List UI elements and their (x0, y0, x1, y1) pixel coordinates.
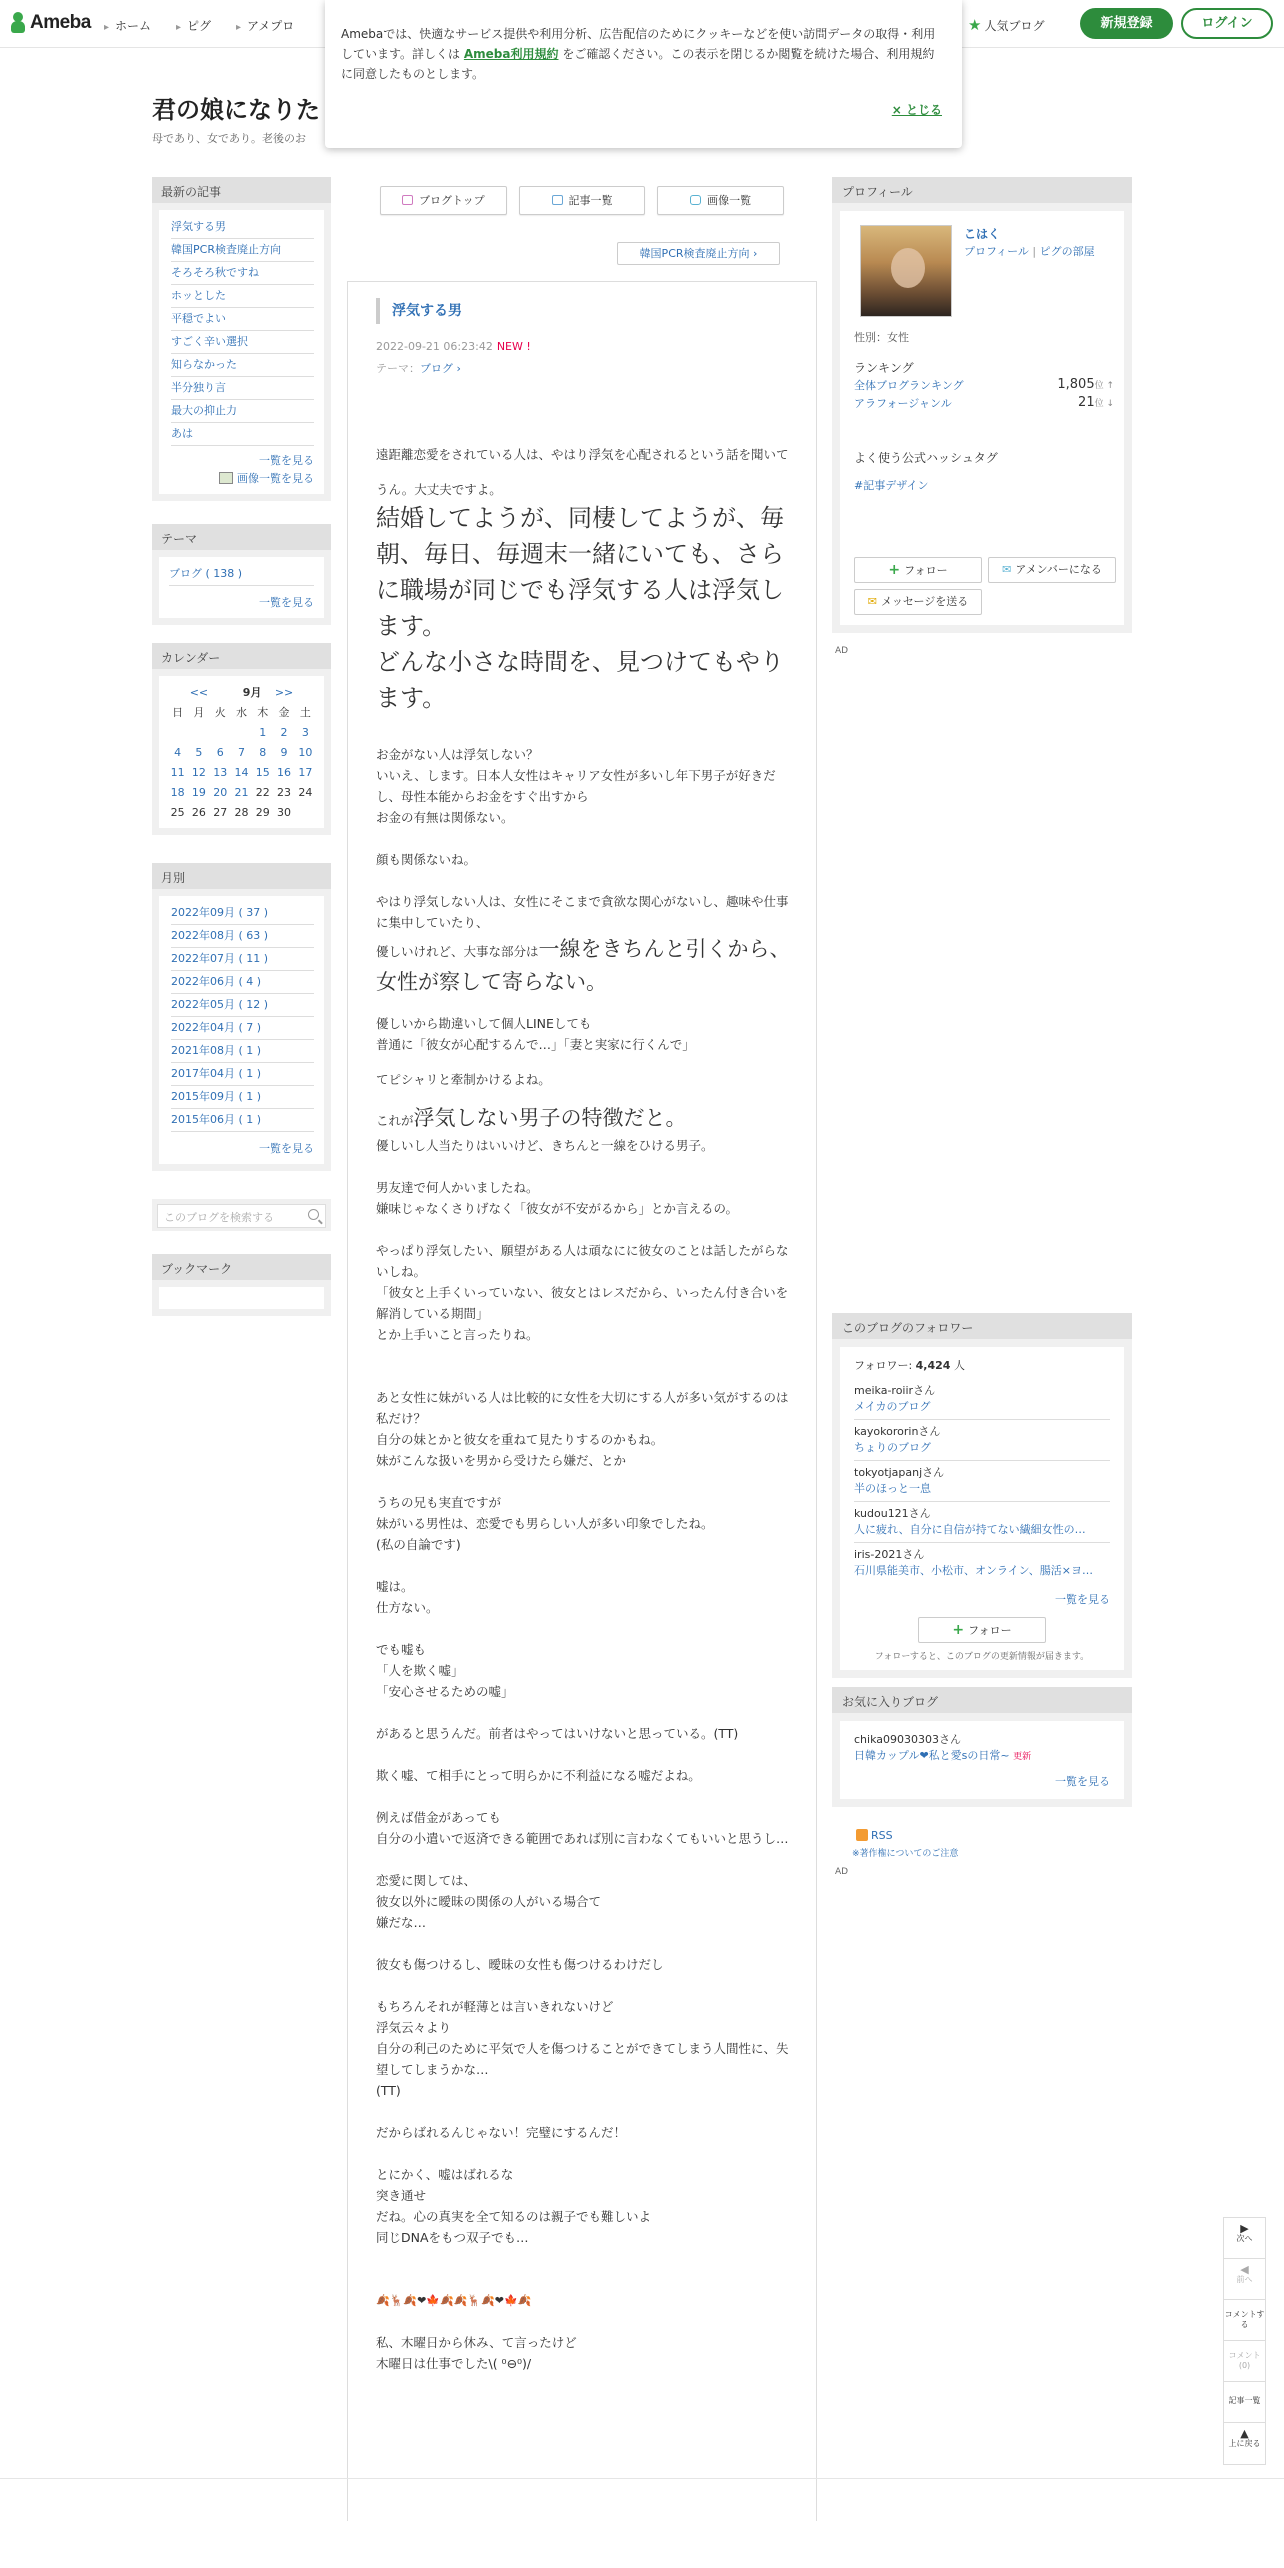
followers-more-link[interactable]: 一覧を見る (1055, 1593, 1110, 1606)
list-item: meika-roiirさん メイカのブログ (854, 1379, 1110, 1420)
image-list-link[interactable]: 画像一覧を見る (237, 472, 314, 485)
copyright-note-link[interactable]: ※著作権についてのご注意 (852, 1849, 959, 1859)
nav-amepro[interactable]: ▸ アメプロ (236, 17, 294, 34)
recent-more-link[interactable]: 一覧を見る (259, 454, 314, 467)
amember-icon: ✉ (1002, 563, 1012, 576)
list-item: 2022年08月 ( 63 ) (171, 925, 314, 948)
calendar-week: 25 26 27 28 29 30 (170, 805, 292, 819)
monthly-archive-box (152, 863, 331, 1171)
comment-count[interactable]: コメント(0) (1224, 2341, 1265, 2382)
list-item: あは (171, 423, 314, 446)
rss-link[interactable]: RSS (856, 1829, 893, 1842)
calendar-week: 18 19 20 21 22 23 24 (170, 785, 313, 799)
list-item: 浮気する男 (171, 216, 314, 239)
message-button[interactable]: ✉ メッセージを送る (854, 589, 982, 615)
list-item: iris-2021さん 石川県能美市、小松市、オンライン、腸活×ヨ… (854, 1548, 1094, 1577)
theme-more-link[interactable]: 一覧を見る (259, 596, 314, 609)
list-item: 2022年06月 ( 4 ) (171, 971, 314, 994)
calendar-prev[interactable]: << (189, 685, 209, 699)
calendar-week: 4 5 6 7 8 9 10 (174, 745, 313, 759)
list-item: ホッとした (171, 285, 314, 308)
favorites-box (832, 1687, 1132, 1807)
pigg-room-link[interactable]: ピグの部屋 (1039, 245, 1095, 258)
theme-heading: テーマ (152, 524, 331, 550)
favorites-more-link[interactable]: 一覧を見る (1055, 1775, 1110, 1788)
list-item: 2022年05月 ( 12 ) (171, 994, 314, 1017)
emoji-decoration: 🍂🦌🍂❤🍁🍂🍂🦌🍂❤🍁🍂 (376, 2294, 532, 2307)
list-item: 2015年06月 ( 1 ) (171, 1109, 314, 1132)
blog-search-input[interactable]: このブログを検索する (157, 1204, 326, 1228)
calendar-week: 11 12 13 14 15 16 17 (170, 765, 313, 779)
play-icon: ▶ (1240, 2222, 1249, 2235)
floating-nav (1223, 2217, 1266, 2465)
terms-link[interactable]: Ameba利用規約 (463, 47, 559, 61)
theme-item-blog[interactable]: ブログ ( 138 ) (169, 567, 243, 580)
bookmark-heading: ブックマーク (152, 1254, 331, 1280)
ad-label: AD (835, 646, 849, 656)
calendar-heading: カレンダー (152, 643, 331, 669)
list-item: 2021年08月 ( 1 ) (171, 1040, 314, 1063)
ranking-heading: ランキング (854, 361, 914, 375)
chevron-right-icon: › (753, 247, 758, 260)
comment-button[interactable]: コメントする (1224, 2300, 1265, 2341)
amember-button[interactable]: ✉ アメンバーになる (988, 557, 1116, 583)
updated-badge: 更新 (1013, 1752, 1032, 1762)
popular-blog-link[interactable]: ★ 人気ブログ (968, 16, 1045, 34)
list-item: 2015年09月 ( 1 ) (171, 1086, 314, 1109)
monthly-more-link[interactable]: 一覧を見る (259, 1142, 314, 1155)
list-item: すごく辛い選択 (171, 331, 314, 354)
favorites-heading: お気に入りブログ (832, 1687, 1132, 1713)
list-item: 2017年04月 ( 1 ) (171, 1063, 314, 1086)
list-item: そろそろ秋ですね (171, 262, 314, 285)
article-theme: テーマ：ブログ › (376, 362, 461, 375)
profile-box: プロフィール こはく プロフィール | ピグの部屋 性別：女性 ランキング 全体ブログランキング 1,805位 ↑ アラフォージャンル 21位 ↓ よく使う公式ハッシュタグ #記事デザイン + フォロー ✉ アメンバーになる ✉ メッセージを送る (832, 177, 1132, 633)
prev-entry-button[interactable]: 韓国PCR検査廃止方向 › (617, 242, 780, 265)
article-title[interactable]: 浮気する男 (376, 298, 462, 324)
follow-button-2[interactable]: + フォロー (918, 1617, 1046, 1643)
list-item: 半分独り言 (171, 377, 314, 400)
next-button[interactable]: ▶ 次へ (1224, 2218, 1265, 2259)
avatar[interactable] (860, 225, 952, 317)
list-item: kayokororinさん ちょりのブログ (854, 1420, 1110, 1461)
tab-blog-top[interactable]: ブログトップ (380, 186, 507, 215)
blog-icon (402, 195, 413, 205)
ameba-mark-icon (10, 12, 26, 34)
article-theme-link[interactable]: ブログ (420, 362, 453, 375)
calendar-next[interactable]: >> (274, 685, 294, 699)
calendar-box (152, 643, 331, 835)
fav-user: chika09030303さん (854, 1733, 961, 1746)
back-icon: ◀ (1240, 2263, 1249, 2276)
list-icon (552, 195, 563, 205)
gender: 性別：女性 (854, 331, 909, 344)
ranking-genre: アラフォージャンル 21位 ↓ (854, 395, 1114, 410)
list-item: 平穏でよい (171, 308, 314, 331)
footer-divider (0, 2478, 1284, 2479)
hashtag-heading: よく使う公式ハッシュタグ (854, 451, 998, 465)
image-icon (219, 472, 233, 484)
article-body: 遠距離恋愛をされている人は、やはり浮気を心配されるという話を聞いて うん。大丈夫ですよ。 結婚してようが、同棲してようが、毎朝、毎日、毎週末一緒にいても、さらに職場が同じでも浮気する人は浮気します。 どんな小さな時間を、見つけてもやります。 お金がない人は浮気しない？ いいえ、します。日本人女性はキャリア女性が多いし年下男子が好きだし、母性本能からお金をすぐ出すから お金の有無は関係ない。 顔も関係ないね。 やはり浮気しない人は、女性にそこまで貪欲な関心がないし、趣味や仕事に集中していたり、 優しいけれど、大事な部分は一線をきちんと引くから、女性が察して寄らない。 優しいから勘違いして個人LINEしても 普通に「彼女が心配するんで…」「妻と実家に行くんで」 てピシャリと牽制かけるよね。 これが浮気しない男子の特徴だと。 優しいし人当たりはいいけど、きちんと一線をひける男子。 男友達で何人かいましたね。 嫌味じゃなくさりげなく「彼女が不安がるから」とか言えるの。 やっぱり浮気したい、願望がある人は頑なにに彼女のことは話したがらないしね。 「彼女と上手くいっていない、彼女とはレスだから、いったん付き合いを解消している期間」 とか上手いこと言ったりね。 あと女性に妹がいる人は比較的に女性を大切にする人が多い気がするのは私だけ？ 自分の妹とかと彼女を重ねて見たりするのかもね。 妹がこんな扱いを男から受けたら嫌だ、とか うちの兄も実直ですが 妹がいる男性は、恋愛でも男らしい人が多い印象でしたね。 (私の自論です) 嘘は。 仕方ない。 でも嘘も 「人を欺く嘘」 「安心させるための嘘」 があると思うんだ。前者はやってはいけないと思っている。(TT) 欺く嘘、て相手にとって明らかに不利益になる嘘だよね。 例えば借金があっても 自分の小遣いで返済できる範囲であれば別に言わなくてもいいと思うし… 恋愛に関しては、 彼女以外に曖昧の関係の人がいる場合て 嫌だな… 彼女も傷つけるし、曖昧の女性も傷つけるわけだし もちろんそれが軽薄とは言いきれないけど 浮気云々より 自分の利己のために平気で人を傷つけることができてしまう人間性に、失望してしまうかな… (TT) だからばれるんじゃない！完璧にするんだ！ とにかく、嘘はばれるな 突き通せ だね。心の真実を全て知るのは親子でも難しいよ 同じDNAをもつ双子でも… 🍂🦌🍂❤🍁🍂🍂🦌🍂❤🍁🍂 私、木曜日から休み、て言ったけど 木曜日は仕事でした\( ⁰⊖⁰)/ (376, 444, 796, 2374)
hashtag-link[interactable]: #記事デザイン (854, 479, 929, 492)
tab-entry-list[interactable]: 記事一覧 (519, 186, 646, 215)
login-button[interactable]: ログイン (1181, 8, 1273, 39)
cookie-notice: Amebaでは、快適なサービス提供や利用分析、広告配信のためにクッキーなどを使い訪問データの取得・利用しています。詳しくは Ameba利用規約 をご確認ください。この表示を閉じるか閲覧を続けた場合、利用規約に同意したものとします。 × とじる (325, 0, 962, 148)
signup-button[interactable]: 新規登録 (1080, 8, 1173, 39)
follow-note: フォローすると、このブログの更新情報が届きます。 (874, 1652, 1090, 1662)
followers-box (832, 1313, 1132, 1678)
bookmark-box (152, 1254, 331, 1316)
ad-label: AD (835, 1867, 849, 1877)
new-badge: NEW ! (496, 340, 531, 353)
followers-count: フォロワー: 4,424 人 (854, 1359, 965, 1372)
chevron-right-icon: › (456, 362, 461, 375)
plus-icon: + (952, 1622, 965, 1638)
list-item: 2022年04月 ( 7 ) (171, 1017, 314, 1040)
list-item: 韓国PCR検査廃止方向 (171, 239, 314, 262)
list-item: 2022年07月 ( 11 ) (171, 948, 314, 971)
calendar-table (167, 682, 316, 822)
list-item: 知らなかった (171, 354, 314, 377)
ameba-logo[interactable]: Ameba (10, 12, 91, 34)
article (347, 281, 817, 2521)
followers-heading: このブログのフォロワー (832, 1313, 1132, 1339)
search-icon[interactable] (308, 1209, 319, 1220)
list-item: 最大の抑止力 (171, 400, 314, 423)
profile-link[interactable]: プロフィール (964, 245, 1029, 258)
fav-blog-link[interactable]: 日韓カップル❤私と愛sの日常~ (854, 1749, 1010, 1762)
entry-list-button[interactable]: 記事一覧 (1224, 2382, 1265, 2423)
list-item: kudou121さん 人に疲れ、自分に自信が持てない繊細女性の… (854, 1502, 1110, 1543)
calendar-weekdays: 日 月 火 水 木 金 土 (172, 706, 311, 719)
blog-tabs (380, 186, 784, 215)
arrow-up-icon: ▲ (1240, 2427, 1249, 2440)
message-icon: ✉ (867, 595, 877, 608)
article-date: 2022-09-21 06:23:42 NEW ! (376, 340, 531, 353)
list-item: 2022年09月 ( 37 ) (171, 902, 314, 925)
nav-home[interactable]: ▸ ホーム (104, 17, 151, 34)
calendar-week: 1 2 3 (259, 725, 309, 739)
calendar-month: 9月 (242, 686, 262, 699)
list-item: tokyotjapanjさん 半のほっと一息 (854, 1461, 1110, 1502)
nav-pigg[interactable]: ▸ ピグ (176, 17, 211, 34)
blog-title[interactable]: 君の娘になりた (152, 96, 320, 124)
monthly-list (171, 902, 314, 1132)
cookie-close-button[interactable]: × とじる (891, 103, 942, 117)
rss-icon (856, 1829, 868, 1841)
crown-icon: ★ (968, 16, 982, 34)
theme-box (152, 524, 331, 625)
ranking-overall: 全体ブログランキング 1,805位 ↑ (854, 377, 1114, 392)
blog-search (152, 1199, 331, 1231)
plus-icon: + (888, 562, 901, 578)
recent-entries-list (171, 216, 314, 446)
blog-description: 母であり、女であり。老後のお (152, 132, 306, 145)
tab-image-list[interactable]: 画像一覧 (657, 186, 784, 215)
camera-icon (690, 195, 701, 205)
prev-button[interactable]: ◀ 前へ (1224, 2259, 1265, 2300)
profile-name[interactable]: こはく (964, 227, 1001, 241)
recent-entries-heading: 最新の記事 (152, 177, 331, 203)
follow-button[interactable]: + フォロー (854, 557, 982, 583)
back-to-top-button[interactable]: ▲ 上に戻る (1224, 2423, 1265, 2464)
monthly-heading: 月別 (152, 863, 331, 889)
recent-entries-box (152, 177, 331, 501)
profile-heading: プロフィール (832, 177, 1132, 203)
